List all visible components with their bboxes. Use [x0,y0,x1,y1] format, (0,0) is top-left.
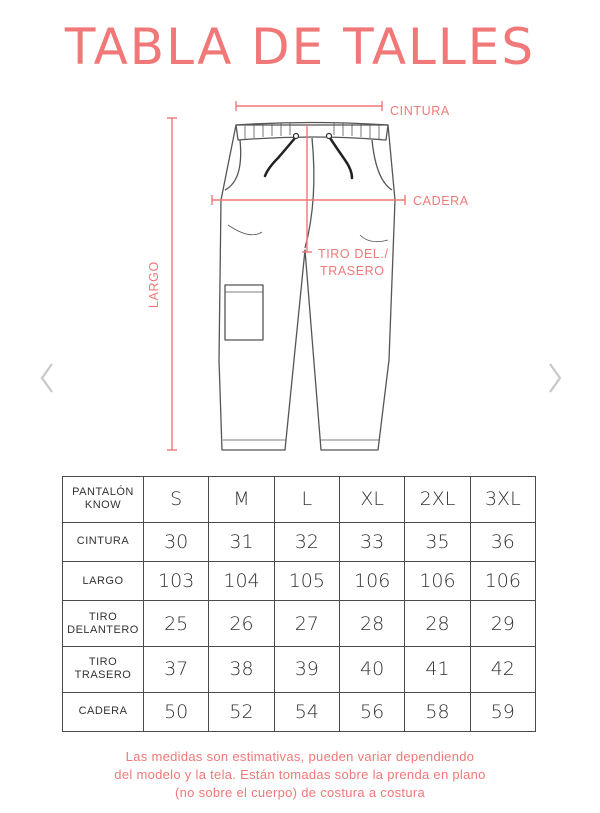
label-cintura: CINTURA [390,104,450,118]
row-label: CADERA [63,692,144,731]
table-cell: 28 [405,601,470,647]
label-cadera: CADERA [413,194,469,208]
size-xl: XL [339,477,404,523]
table-cell: 58 [405,692,470,731]
page-title: TABLA DE TALLES [64,18,536,76]
table-cell: 29 [470,601,535,647]
row-label: TIRO TRASERO [63,646,144,692]
size-2xl: 2XL [405,477,470,523]
row-label: CINTURA [63,522,144,561]
table-cell: 33 [339,522,404,561]
table-cell: 31 [209,522,274,561]
row-label: TIRO DELANTERO [63,601,144,647]
size-header-row [63,477,536,523]
table-cell: 59 [470,692,535,731]
table-row [63,522,536,561]
table-row [63,561,536,600]
table-cell: 39 [274,646,339,692]
table-cell: 41 [405,646,470,692]
measurement-note [40,748,560,802]
table-row [63,601,536,647]
chevron-right-icon [542,360,566,396]
table-cell: 104 [209,561,274,600]
table-cell: 56 [339,692,404,731]
note-line-3: (no sobre el cuerpo) de costura a costura [174,785,426,800]
header-label-cell [63,477,144,523]
size-m: M [209,477,274,523]
table-cell: 38 [209,646,274,692]
label-tiro-line2: TRASERO [320,264,385,278]
label-tiro-line1: TIRO DEL./ [318,247,389,261]
size-table [62,476,536,732]
table-row [63,692,536,731]
note-line-2: del modelo y la tela. Están tomadas sobre la prenda en plano [114,767,486,782]
table-cell: 54 [274,692,339,731]
table-cell: 27 [274,601,339,647]
table-cell: 106 [405,561,470,600]
table-row [63,646,536,692]
size-3xl: 3XL [470,477,535,523]
header-label-line1: PANTALÓN [72,486,134,499]
size-l: L [274,477,339,523]
table-cell: 36 [470,522,535,561]
table-cell: 106 [339,561,404,600]
header-label-line2: KNOW [84,499,122,512]
carousel-prev-button[interactable] [36,360,60,396]
note-line-1: Las medidas son estimativas, pueden variar dependiendo [125,749,475,764]
table-cell: 52 [209,692,274,731]
size-s: S [144,477,209,523]
table-cell: 32 [274,522,339,561]
table-cell: 50 [144,692,209,731]
chevron-left-icon [36,360,60,396]
table-cell: 25 [144,601,209,647]
table-cell: 106 [470,561,535,600]
table-cell: 103 [144,561,209,600]
drawstring [265,138,352,178]
pocket-right [372,140,392,190]
table-cell: 30 [144,522,209,561]
table-cell: 28 [339,601,404,647]
table-cell: 105 [274,561,339,600]
table-cell: 40 [339,646,404,692]
row-label: LARGO [63,561,144,600]
table-cell: 37 [144,646,209,692]
label-largo: LARGO [147,261,161,308]
table-cell: 26 [209,601,274,647]
carousel-next-button[interactable] [542,360,566,396]
cargo-pocket [225,285,263,340]
table-cell: 35 [405,522,470,561]
table-cell: 42 [470,646,535,692]
